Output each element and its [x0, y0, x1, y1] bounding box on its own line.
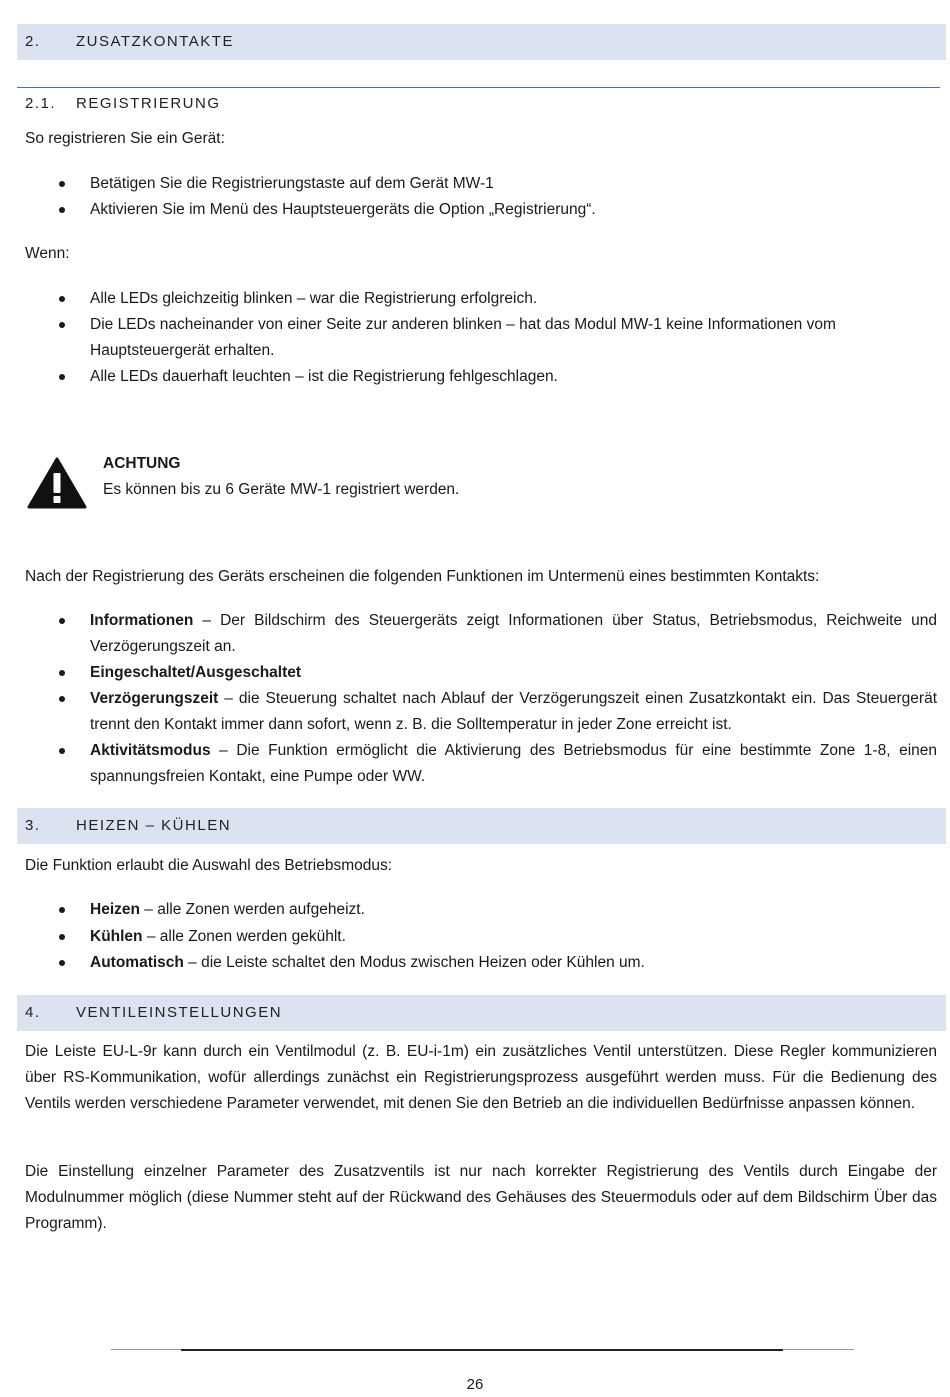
valves-paragraph-1: Die Leiste EU-L-9r kann durch ein Ventilmodul (z. B. EU-i-1m) ein zusätzliches Ventil unterstützen. Diese Regler kommunizieren über RS-Kommunikation, wofür allerdings zunächst ein Registrierungsprozess ausgeführt werden muss. Für die Bedienung des Ventils werden verschiedene Parameter verwendet, mit denen Sie den Betrieb an die individuellen Bedürfnisse anpassen können.	[25, 1043, 937, 1112]
term: Eingeschaltet/Ausgeschaltet	[90, 664, 302, 681]
functions-intro: Nach der Registrierung des Geräts erscheinen die folgenden Funktionen im Untermenü eines bestimmten Kontakts:	[25, 568, 820, 585]
list-item	[90, 608, 937, 660]
registration-intro: So registrieren Sie ein Gerät:	[25, 130, 225, 147]
subsection-header-2-1	[17, 87, 940, 118]
list-item	[90, 686, 937, 738]
list-item	[90, 950, 937, 976]
page-number: 26	[466, 1376, 484, 1393]
term: Automatisch	[90, 954, 184, 971]
description: – Der Bildschirm des Steuergeräts zeigt Informationen über Status, Betriebsmodus, Reichweite und Verzögerungszeit an.	[90, 612, 937, 655]
section-title: HEIZEN – KÜHLEN	[76, 817, 232, 834]
valves-paragraph-2: Die Einstellung einzelner Parameter des Zusatzventils ist nur nach korrekter Registrierung des Ventils durch Eingabe der Modulnummer möglich (diese Nummer steht auf der Rückwand des Gehäuses des Steuermoduls oder auf dem Bildschirm Über das Programm).	[25, 1163, 937, 1232]
section-number: 3.	[25, 817, 41, 834]
description: – die Steuerung schaltet nach Ablauf der Verzögerungszeit einen Zusatzkontakt ein. Das Steuergerät trennt den Kontakt immer dann sofort, wenn z. B. die Solltemperatur in jeder Zone erreicht ist.	[90, 690, 937, 733]
heating-intro: Die Funktion erlaubt die Auswahl des Betriebsmodus:	[25, 857, 393, 874]
warning-title: ACHTUNG	[103, 455, 181, 472]
description: – alle Zonen werden gekühlt.	[142, 928, 346, 945]
term: Kühlen	[90, 928, 143, 945]
term: Verzögerungszeit	[90, 690, 219, 707]
footer-divider-inner	[181, 1349, 783, 1351]
term: Informationen	[90, 612, 194, 629]
list-item: Betätigen Sie die Registrierungstaste auf dem Gerät MW-1	[90, 171, 937, 197]
description: – Die Funktion ermöglicht die Aktivierung des Betriebsmodus für eine bestimmte Zone 1-8, einen spannungsfreien Kontakt, eine Pumpe oder WW.	[90, 742, 937, 785]
section-number: 2.	[25, 33, 41, 50]
section-title: ZUSATZKONTAKTE	[76, 33, 234, 50]
section-header-3	[17, 808, 946, 844]
section-title: VENTILEINSTELLUNGEN	[76, 1004, 283, 1021]
term: Aktivitätsmodus	[90, 742, 211, 759]
section-number: 4.	[25, 1004, 41, 1021]
subsection-number: 2.1.	[25, 95, 57, 112]
list-item	[90, 738, 937, 790]
list-item	[90, 897, 937, 923]
list-item	[90, 924, 937, 950]
list-item: Aktivieren Sie im Menü des Hauptsteuergeräts die Option „Registrierung“.	[90, 197, 937, 223]
warning-text: Es können bis zu 6 Geräte MW-1 registriert werden.	[103, 481, 460, 498]
warning-triangle-icon	[27, 457, 87, 509]
list-item: Alle LEDs gleichzeitig blinken – war die Registrierung erfolgreich.	[90, 286, 937, 312]
list-item: Alle LEDs dauerhaft leuchten – ist die Registrierung fehlgeschlagen.	[90, 364, 937, 390]
section-header-4	[17, 995, 946, 1031]
term: Heizen	[90, 901, 140, 918]
description: – alle Zonen werden aufgeheizt.	[139, 901, 365, 918]
section-header-2	[17, 24, 946, 60]
when-label: Wenn:	[25, 245, 70, 262]
list-item	[90, 660, 937, 686]
subsection-title: REGISTRIERUNG	[76, 95, 221, 112]
description: – die Leiste schaltet den Modus zwischen Heizen oder Kühlen um.	[183, 954, 645, 971]
list-item: Die LEDs nacheinander von einer Seite zur anderen blinken – hat das Modul MW-1 keine Informationen vom Hauptsteuergerät erhalten.	[90, 312, 937, 364]
